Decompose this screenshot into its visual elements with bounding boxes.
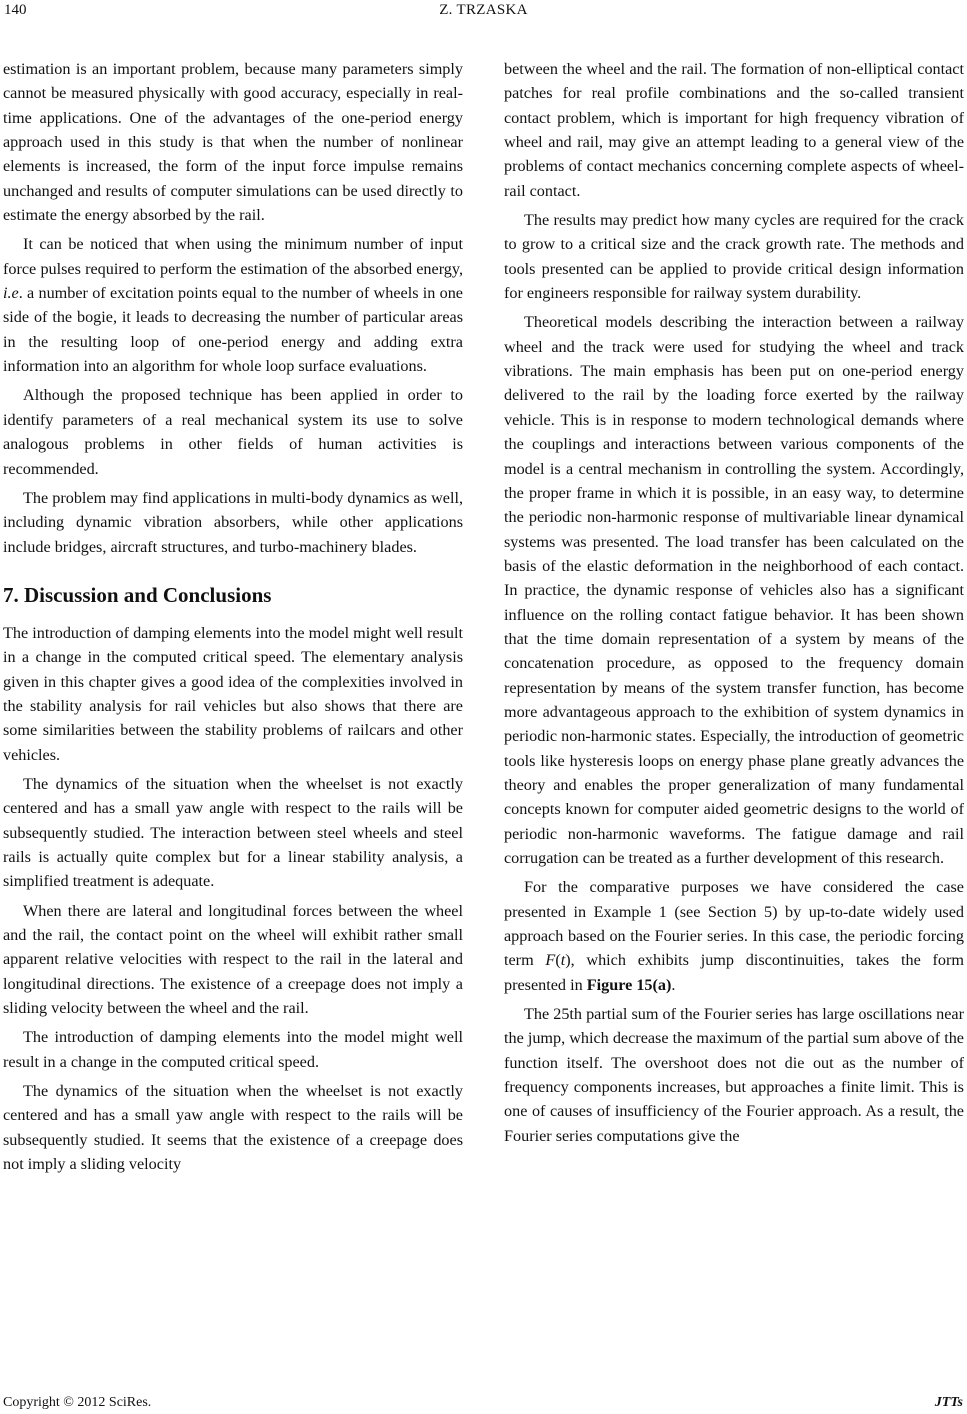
page-number: 140 bbox=[4, 2, 27, 18]
section-heading: 7. Discussion and Conclusions bbox=[3, 582, 272, 607]
math-symbol-F: F bbox=[545, 951, 556, 970]
text-run: It can be noticed that when using the minimum number of input force pulses required to perform the estimation of the absorbed energy, bbox=[3, 235, 463, 278]
text-run: For the comparative purposes we have considered the case presented in Example 1 (see Section 5) by up-to-date widely used approach based on the Fourier series. In this case, the periodic forcing term bbox=[504, 878, 964, 970]
paragraph: The 25th partial sum of the Fourier series has large oscillations near the jump, which decrease the maximum of the partial sum above of the function itself. The overshoot does not die out as the number of frequency components increases, but approaches a finite limit. This is one of causes of insufficiency of the Fourier approach. As a result, the Fourier series computations give the bbox=[504, 1005, 964, 1145]
paragraph: The dynamics of the situation when the wheelset is not exactly centered and has a small yaw angle with respect to the rails will be subsequently studied. It seems that the existence of a creepage does not imply a sliding velocity bbox=[3, 1082, 463, 1174]
footer-copyright: Copyright © 2012 SciRes. bbox=[3, 1395, 152, 1410]
paragraph: estimation is an important problem, because many parameters simply cannot be measured physically with good accuracy, especially in real-time applications. One of the advantages of the one-period energy approach used in this study is that when the number of nonlinear elements is increased, the form of the input force impulse remains unchanged and results of computer simulations can be used directly to estimate the energy absorbed by the rail. bbox=[3, 60, 463, 225]
text-run: ) bbox=[565, 951, 571, 970]
paragraph: Although the proposed technique has been applied in order to identify parameters of a real mechanical system its use to solve analogous problems in other fields of human activities is recommended. bbox=[3, 386, 463, 478]
footer-journal: JTTs bbox=[934, 1395, 963, 1410]
text-run: . a number of excitation points equal to the number of wheels in one side of the bogie, it leads to decreasing the number of particular areas in the resulting loop of one-period energy and adding extra information into an algorithm for whole loop surface evaluations. bbox=[3, 284, 463, 376]
math-symbol-t: t bbox=[560, 951, 566, 970]
text-run: ( bbox=[555, 951, 561, 970]
paragraph: When there are lateral and longitudinal forces between the wheel and the rail, the contact point on the wheel will exhibit rather small apparent relative velocities with respect to the rail in the lateral and longitudinal directions. The existence of a creepage does not imply a sliding velocity between the wheel and the rail. bbox=[3, 901, 463, 1018]
paragraph: The introduction of damping elements into the model might well result in a change in the computed critical speed. The elementary analysis given in this chapter gives a good idea of the complexities involved in the stability analysis for rail vehicles but also shows that there are some similarities between the stability problems of railcars and other vehicles. bbox=[3, 623, 463, 764]
running-head: Z. TRZASKA bbox=[439, 2, 528, 18]
paragraph: The problem may find applications in multi-body dynamics as well, including dynamic vibration absorbers, while other applications include bridges, aircraft structures, and turbo-machinery blades. bbox=[3, 488, 463, 556]
paragraph bbox=[3, 232, 463, 378]
left-column bbox=[3, 57, 463, 1176]
paragraph: Theoretical models describing the interaction between a railway wheel and the track were used for studying the wheel and track vibrations. The main emphasis has been put on one-period energy delivered to the rail by the loading force exerted by the railway vehicle. This is in response to modern technological demands where the couplings and interactions between various components of the model is a central mechanism in controlling the system. Accordingly, the proper frame in which it is possible, in an easy way, to determine the periodic non-harmonic response of multivariable linear dynamical systems was presented. The load transfer has been calculated on the basis of the elastic deformation in the neighborhood of each contact. In practice, the dynamic response of vehicles also has a significant influence on the rolling contact fatigue behavior. It has been shown that the time domain representation of a system by means of the concatenation procedure, as opposed to the frequency domain representation by means of the system transfer function, has become more advantageous approach to the exhibition of system dynamics in periodic non-harmonic states. Especially, the introduction of geometric tools like hysteresis loops on energy phase plane greatly advances the theory and enables the proper generalization of many fundamental concepts known for computer aided geometric designs to the world of periodic non-harmonic waveforms. The fatigue damage and rail corrugation can be treated as a further development of this research. bbox=[504, 313, 964, 867]
paragraph bbox=[504, 875, 964, 997]
right-column bbox=[504, 57, 964, 1148]
paragraph: The introduction of damping elements into the model might well result in a change in the computed critical speed. bbox=[3, 1028, 463, 1071]
paragraph: The dynamics of the situation when the wheelset is not exactly centered and has a small yaw angle with respect to the rails will be subsequently studied. The interaction between steel wheels and steel rails is actually quite complex but for a linear stability analysis, a simplified treatment is adequate. bbox=[3, 774, 463, 891]
paragraph: between the wheel and the rail. The formation of non-elliptical contact patches for real profile combinations and the so-called transient contact problem, which is important for high frequency vibration of wheel and rail, may give an attempt leading to a general view of the problems of contact mechanics concerning complete aspects of wheel-rail contact. bbox=[504, 60, 964, 200]
text-run: , which exhibits jump discontinuities, takes the form presented in bbox=[504, 951, 964, 994]
paragraph: The results may predict how many cycles are required for the crack to grow to a critical size and the crack growth rate. The methods and tools presented can be applied to provide critical design information for engineers responsible for railway system durability. bbox=[504, 211, 964, 303]
text-run: . bbox=[671, 975, 676, 994]
figure-reference-link[interactable]: Figure 15(a) bbox=[586, 975, 672, 994]
text-run-italic: i.e bbox=[3, 284, 19, 303]
